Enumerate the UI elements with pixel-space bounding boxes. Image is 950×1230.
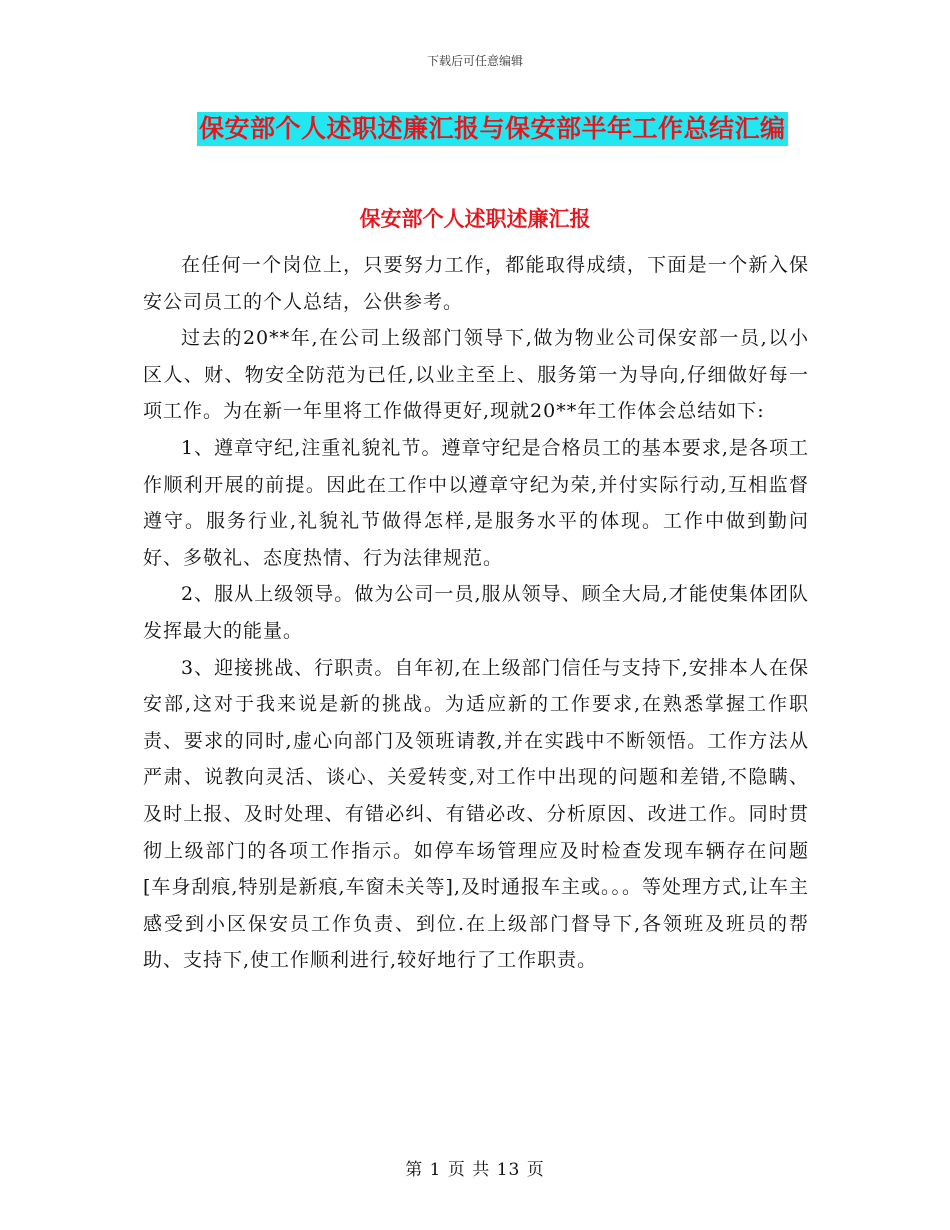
paragraph: 在任何一个岗位上，只要努力工作，都能取得成绩，下面是一个新入保安公司员工的个人总结，公供参考。 [143,254,809,313]
paragraph: 2、服从上级领导。做为公司一员,服从领导、顾全大局,才能使集体团队发挥最大的能量。 [143,583,809,642]
paragraph: 3、迎接挑战、行职责。自年初,在上级部门信任与支持下,安排本人在保安部,这对于我来说是新的挑战。为适应新的工作要求,在熟悉掌握工作职责、要求的同时,虚心向部门及领班请教,并在实践中不断领悟。工作方法从严肃、说教向灵活、谈心、关爱转变,对工作中出现的问题和差错,不隐瞒、及时上报、及时处理、有错必纠、有错必改、分析原因、改进工作。同时贯彻上级部门的各项工作指示。如停车场管理应及时检查发现车辆存在问题[车身刮痕,特别是新痕,车窗未关等],及时通报车主或。。。等处理方式,让车主感受到小区保安员工作负责、到位.在上级部门督导下,各领班及班员的帮助、支持下,使工作顺利进行,较好地行了工作职责。 [143,656,809,972]
paragraph: 过去的20**年,在公司上级部门领导下,做为物业公司保安部一员,以小区人、财、物安全防范为已任,以业主至上、服务第一为导向,仔细做好每一项工作。为在新一年里将工作做得更好,现就20**年工作体会总结如下: [143,327,809,423]
page-header-note: 下载后可任意编辑 [426,54,523,68]
paragraph: 1、遵章守纪,注重礼貌礼节。遵章守纪是合格员工的基本要求,是各项工作顺利开展的前提。因此在工作中以遵章守纪为荣,并付实际行动,互相监督遵守。服务行业,礼貌礼节做得怎样,是服务水平的体现。工作中做到勤问好、多敬礼、态度热情、行为法律规范。 [143,436,809,569]
page-number-footer: 第 1 页 共 13 页 [405,1160,545,1180]
document-body [143,247,809,979]
section-title: 保安部个人述职述廉汇报 [359,206,591,231]
document-title: 保安部个人述职述廉汇报与保安部半年工作总结汇编 [197,112,788,146]
